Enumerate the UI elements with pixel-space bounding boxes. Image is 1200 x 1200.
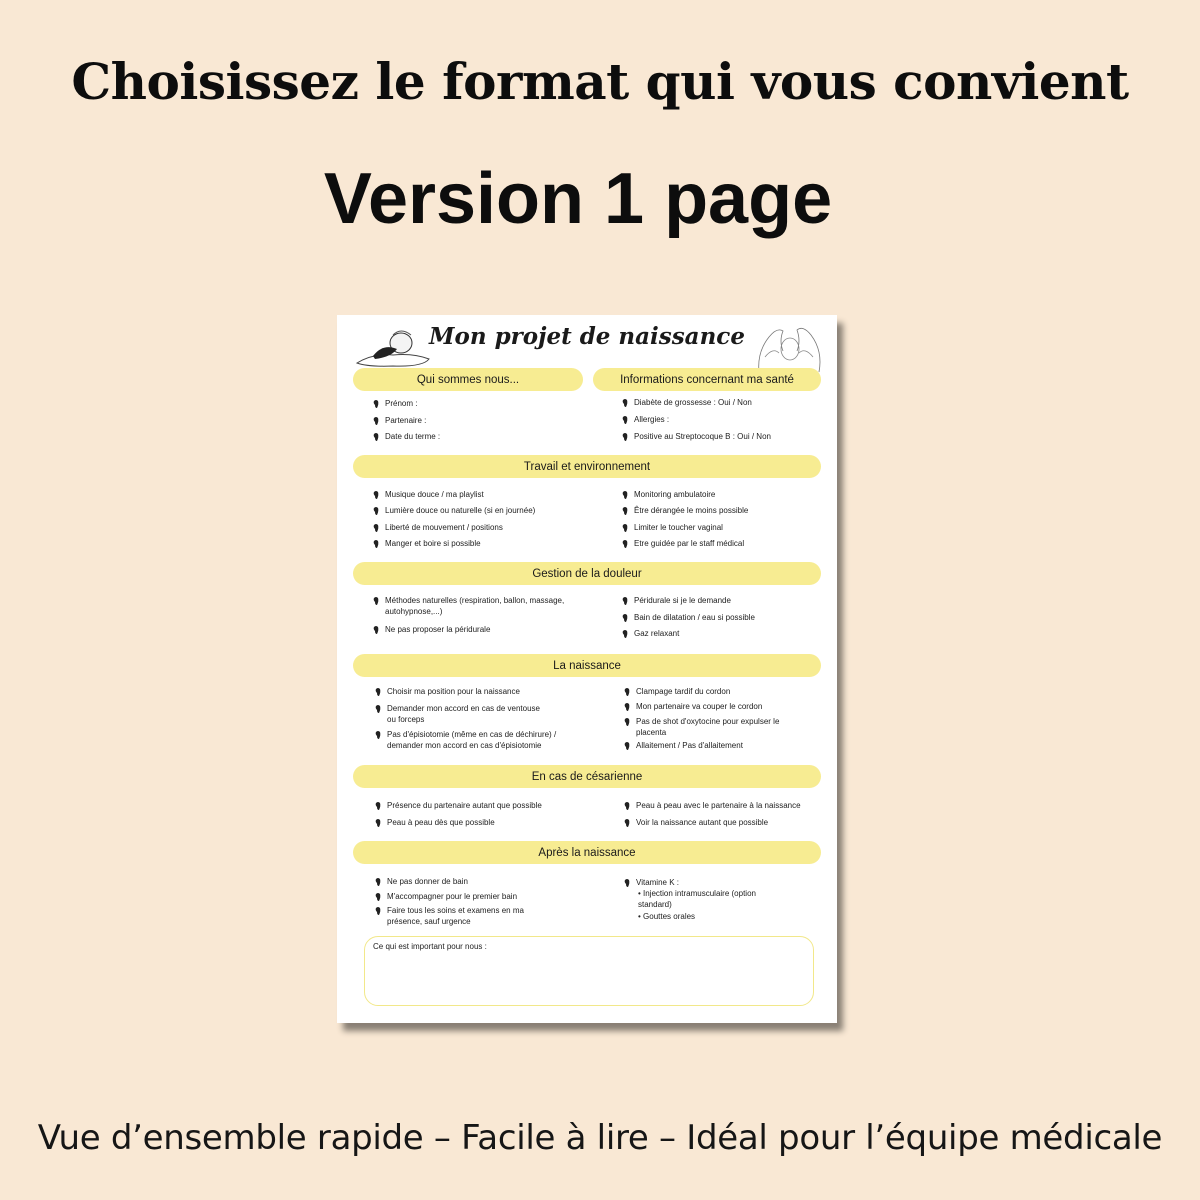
list-item: Allergies : xyxy=(621,414,837,425)
list-item: Voir la naissance autant que possible xyxy=(623,817,837,828)
section-header-sante: Informations concernant ma santé xyxy=(593,368,821,391)
list-item: Peau à peau dès que possible xyxy=(374,817,602,828)
footprint-icon xyxy=(372,399,382,409)
footprint-icon xyxy=(623,818,633,828)
section-header-travail: Travail et environnement xyxy=(353,455,821,478)
list-item: Etre guidée par le staff médical xyxy=(621,538,837,549)
footprint-icon xyxy=(623,878,633,888)
footprint-icon xyxy=(623,687,633,697)
list-item: Mon partenaire va couper le cordon xyxy=(623,701,837,712)
footprint-icon xyxy=(372,506,382,516)
footprint-icon xyxy=(621,506,631,516)
footprint-icon xyxy=(374,687,384,697)
list-item: Diabète de grossesse : Oui / Non xyxy=(621,397,837,408)
list-item: Date du terme : xyxy=(372,431,600,442)
footprint-icon xyxy=(374,906,384,916)
footprint-icon xyxy=(621,523,631,533)
list-item: Lumière douce ou naturelle (si en journée) xyxy=(372,505,600,516)
document-preview xyxy=(337,315,837,1023)
vitamin-option: • Gouttes orales xyxy=(638,912,696,921)
list-item: Partenaire : xyxy=(372,415,600,426)
footprint-icon xyxy=(372,523,382,533)
section-header-apres: Après la naissance xyxy=(353,841,821,864)
footprint-icon xyxy=(621,490,631,500)
footprint-icon xyxy=(621,629,631,639)
list-item: Choisir ma position pour la naissance xyxy=(374,686,602,697)
footprint-icon xyxy=(372,432,382,442)
list-item: Manger et boire si possible xyxy=(372,538,600,549)
footprint-icon xyxy=(372,539,382,549)
list-item: Ne pas donner de bain xyxy=(374,876,602,887)
list-item: Méthodes naturelles (respiration, ballon, massage, autohypnose,...) xyxy=(372,595,600,617)
footprint-icon xyxy=(621,398,631,408)
list-item: Monitoring ambulatoire xyxy=(621,489,837,500)
footer-tagline: Vue d’ensemble rapide – Facile à lire – Idéal pour l’équipe médicale xyxy=(37,1118,1163,1158)
notes-box xyxy=(364,936,814,1006)
list-item: Être dérangée le moins possible xyxy=(621,505,837,516)
footprint-icon xyxy=(372,490,382,500)
list-item: Vitamine K : xyxy=(623,877,837,888)
footprint-icon xyxy=(621,415,631,425)
footprint-icon xyxy=(623,717,633,727)
list-item: Ne pas proposer la péridurale xyxy=(372,624,600,635)
vitamin-option: • Injection intramusculaire (option standard) xyxy=(638,889,756,909)
footprint-icon xyxy=(621,596,631,606)
list-item: Musique douce / ma playlist xyxy=(372,489,600,500)
list-item: Allaitement / Pas d'allaitement xyxy=(623,740,837,751)
list-item: Gaz relaxant xyxy=(621,628,837,639)
footprint-icon xyxy=(374,892,384,902)
headline: Choisissez le format qui vous convient xyxy=(71,52,1129,111)
footprint-icon xyxy=(374,877,384,887)
footprint-icon xyxy=(621,539,631,549)
footprint-icon xyxy=(623,702,633,712)
list-item: Prénom : xyxy=(372,398,600,409)
section-header-cesarienne: En cas de césarienne xyxy=(353,765,821,788)
list-item: Peau à peau avec le partenaire à la naissance xyxy=(623,800,837,811)
list-item: Présence du partenaire autant que possible xyxy=(374,800,602,811)
list-item: Bain de dilatation / eau si possible xyxy=(621,612,837,623)
footprint-icon xyxy=(621,432,631,442)
section-header-naissance: La naissance xyxy=(353,654,821,677)
footprint-icon xyxy=(374,801,384,811)
footprint-icon xyxy=(372,416,382,426)
list-item: Limiter le toucher vaginal xyxy=(621,522,837,533)
section-header-qui: Qui sommes nous... xyxy=(353,368,583,391)
footprint-icon xyxy=(374,818,384,828)
footprint-icon xyxy=(621,613,631,623)
footprint-icon xyxy=(623,741,633,751)
list-item: M'accompagner pour le premier bain xyxy=(374,891,602,902)
list-item: Pas d'épisiotomie (même en cas de déchirure) / demander mon accord en cas d'épisiotomie xyxy=(374,729,602,751)
footprint-icon xyxy=(372,625,382,635)
list-item: Pas de shot d'oxytocine pour expulser le placenta xyxy=(623,716,837,738)
section-header-douleur: Gestion de la douleur xyxy=(353,562,821,585)
list-item: Péridurale si je le demande xyxy=(621,595,837,606)
list-item: Demander mon accord en cas de ventouse ou forceps xyxy=(374,703,602,725)
list-item: Positive au Streptocoque B : Oui / Non xyxy=(621,431,837,442)
list-item: Liberté de mouvement / positions xyxy=(372,522,600,533)
document-title: Mon projet de naissance xyxy=(429,323,745,350)
footprint-icon xyxy=(372,596,382,606)
version-title: Version 1 page xyxy=(323,159,833,239)
list-item: Faire tous les soins et examens en ma présence, sauf urgence xyxy=(374,905,602,927)
notes-label: Ce qui est important pour nous : xyxy=(373,942,487,951)
list-item: Clampage tardif du cordon xyxy=(623,686,837,697)
footprint-icon xyxy=(374,730,384,740)
footprint-icon xyxy=(623,801,633,811)
footprint-icon xyxy=(374,704,384,714)
